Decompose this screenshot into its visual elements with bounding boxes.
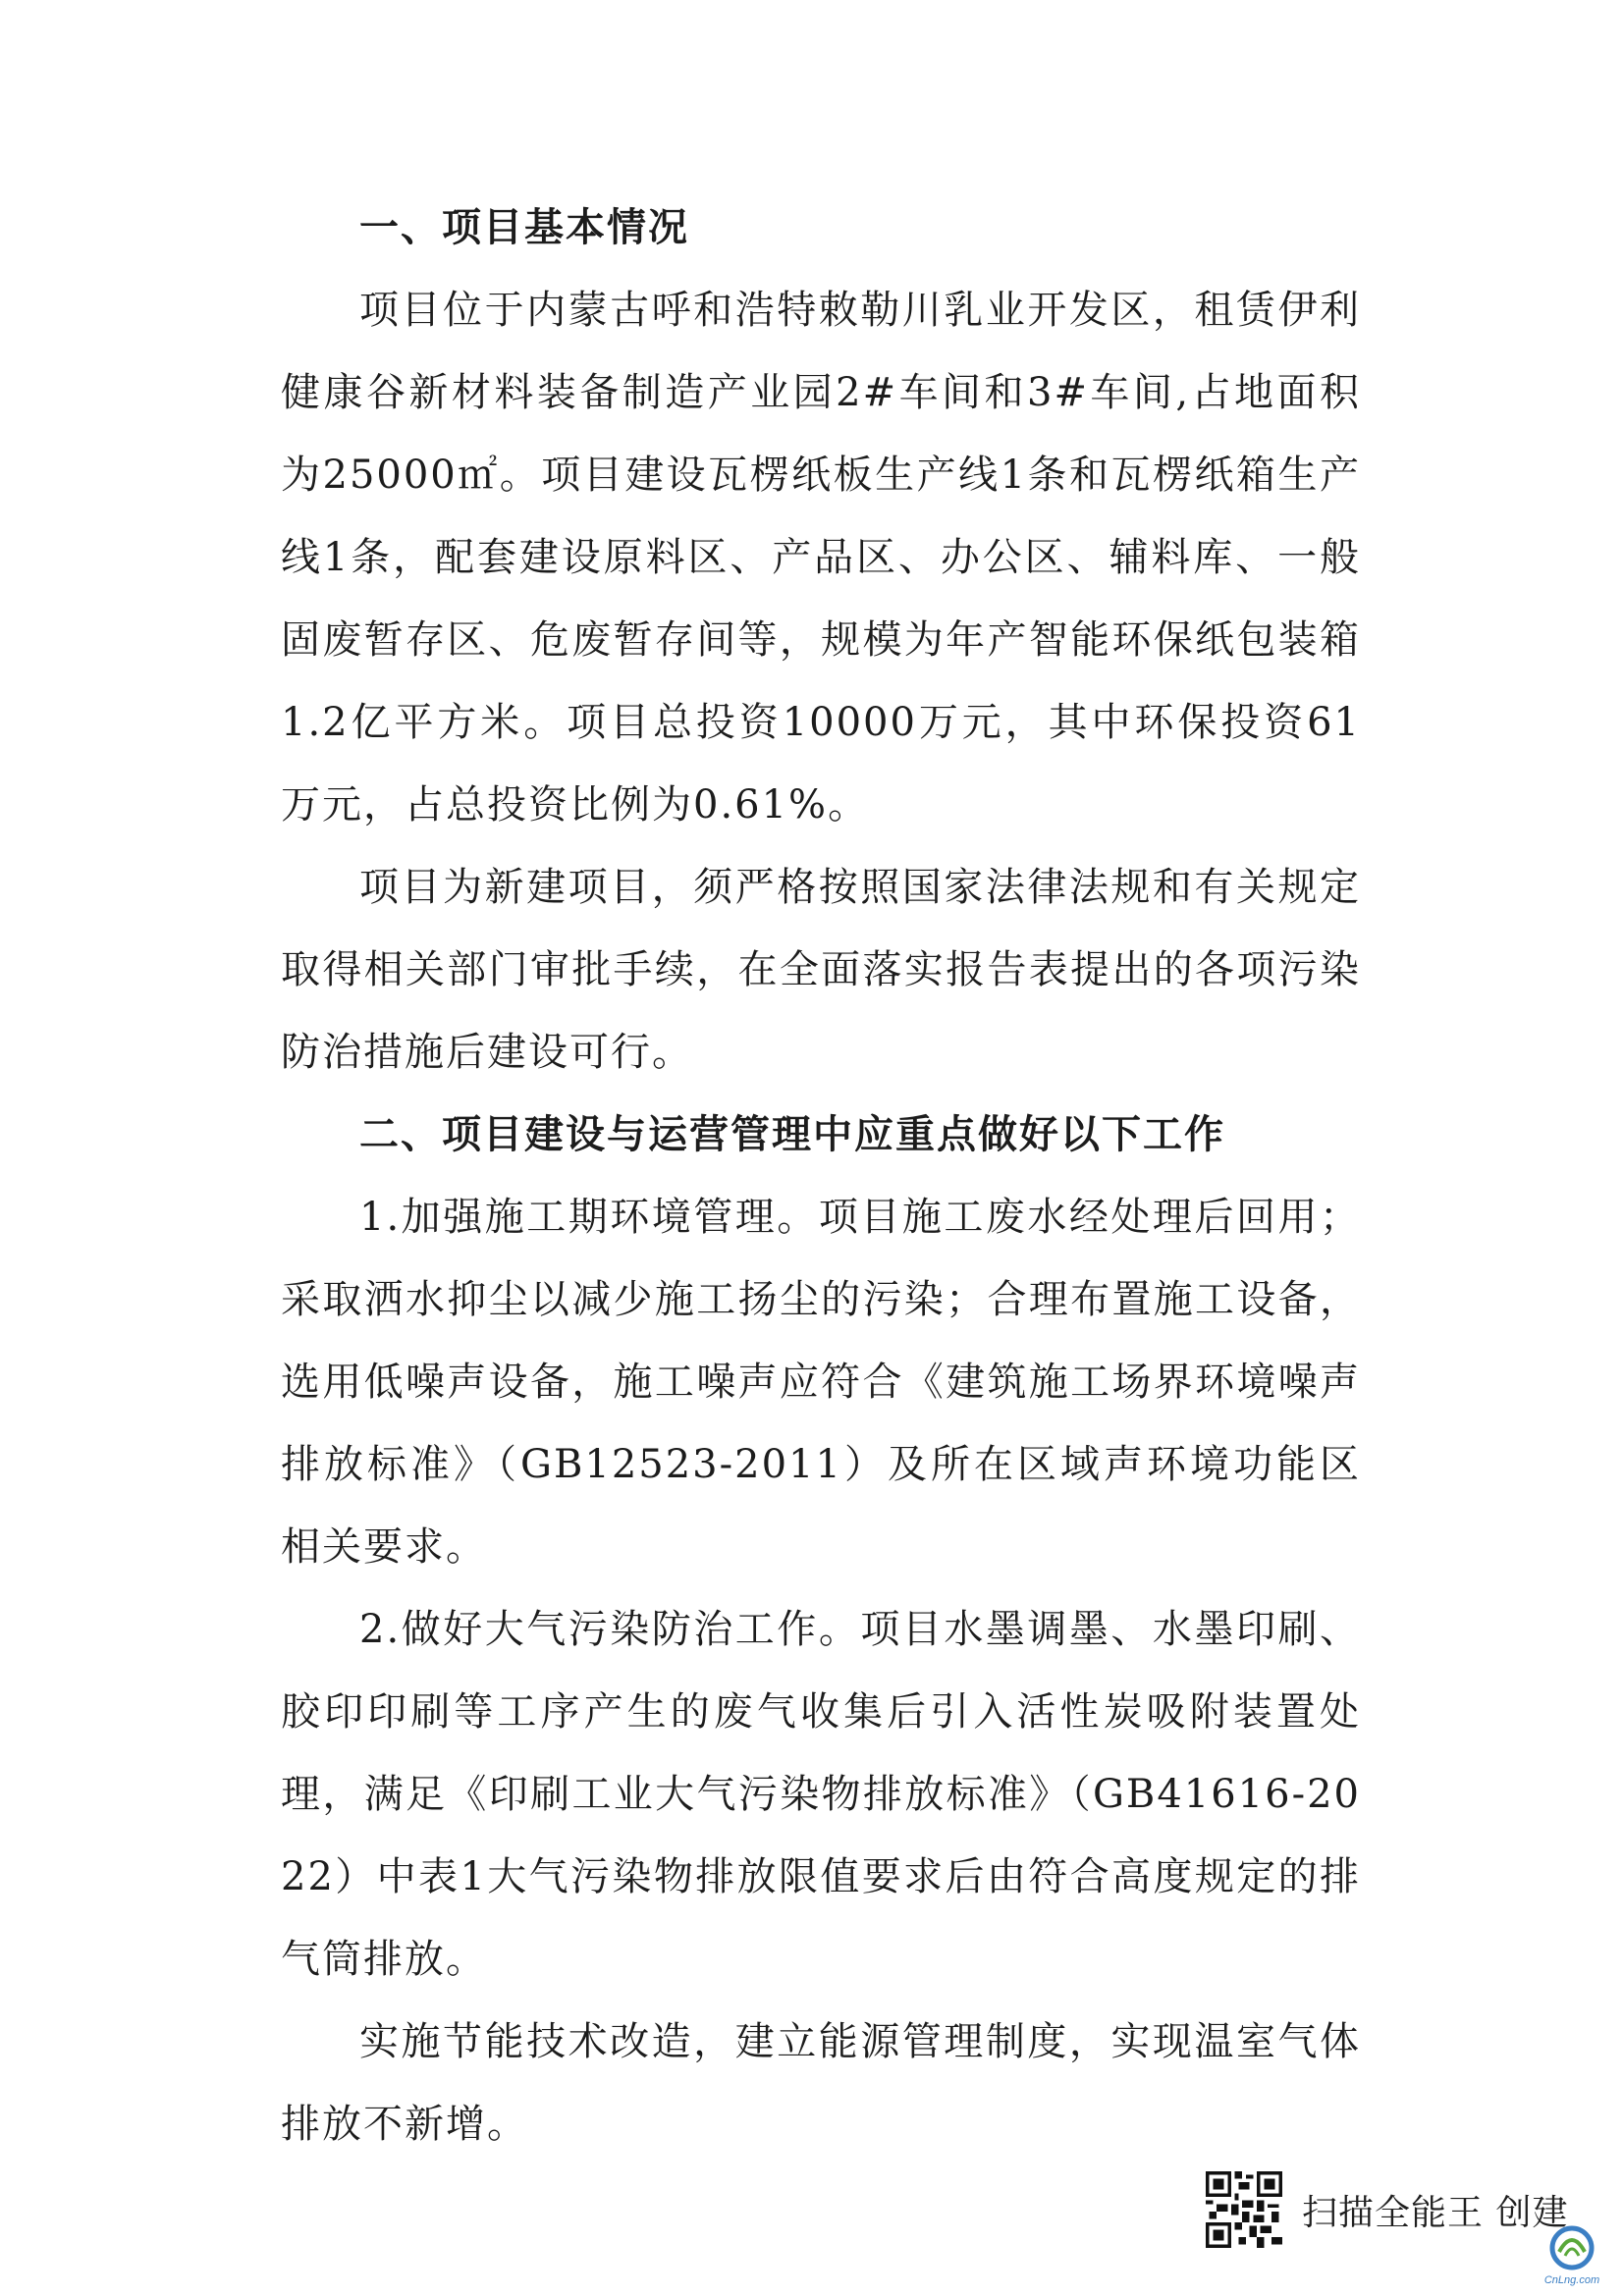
document-body xyxy=(281,187,1361,2165)
paragraph-energy-saving: 实施节能技术改造，建立能源管理制度，实现温室气体排放不新增。 xyxy=(281,2019,1361,2147)
qr-code-icon xyxy=(1206,2171,1282,2248)
scanner-created-by-text: 扫描全能王 创建 xyxy=(1302,2192,1569,2233)
paragraph-project-location: 项目位于内蒙古呼和浩特敕勒川乳业开发区，租赁伊利健康谷新材料装备制造产业园2#车间和3#车间,占地面积为25000㎡。项目建设瓦楞纸板生产线1条和瓦楞纸箱生产线1条，配套建设原料区、产品区、办公区、辅料库、一般固废暂存区、危废暂存间等，规模为年产智能环保纸包装箱1.2亿平方米。项目总投资10000万元，其中环保投资61万元，占总投资比例为0.61%。 xyxy=(281,288,1361,828)
site-logo-watermark xyxy=(1538,2222,1606,2289)
paragraph-construction-management: 1.加强施工期环境管理。项目施工废水经处理后回用；采取洒水抑尘以减少施工扬尘的污染；合理布置施工设备，选用低噪声设备，施工噪声应符合《建筑施工场界环境噪声排放标准》（GB12523-2011）及所在区域声环境功能区相关要求。 xyxy=(281,1195,1361,1570)
watermark-text: CnLng.com xyxy=(1543,2274,1600,2286)
section-heading-2: 二、项目建设与运营管理中应重点做好以下工作 xyxy=(359,1111,1225,1157)
paragraph-project-feasibility: 项目为新建项目，须严格按照国家法律法规和有关规定取得相关部门审批手续，在全面落实报告表提出的各项污染防治措施后建设可行。 xyxy=(281,865,1361,1075)
section-heading-1: 一、项目基本情况 xyxy=(359,204,689,250)
scanner-footer xyxy=(1206,2165,1568,2254)
paragraph-air-pollution: 2.做好大气污染防治工作。项目水墨调墨、水墨印刷、胶印印刷等工序产生的废气收集后引入活性炭吸附装置处理，满足《印刷工业大气污染物排放标准》（GB41616-2022）中表1大气污染物排放限值要求后由符合高度规定的排气筒排放。 xyxy=(281,1607,1361,1982)
